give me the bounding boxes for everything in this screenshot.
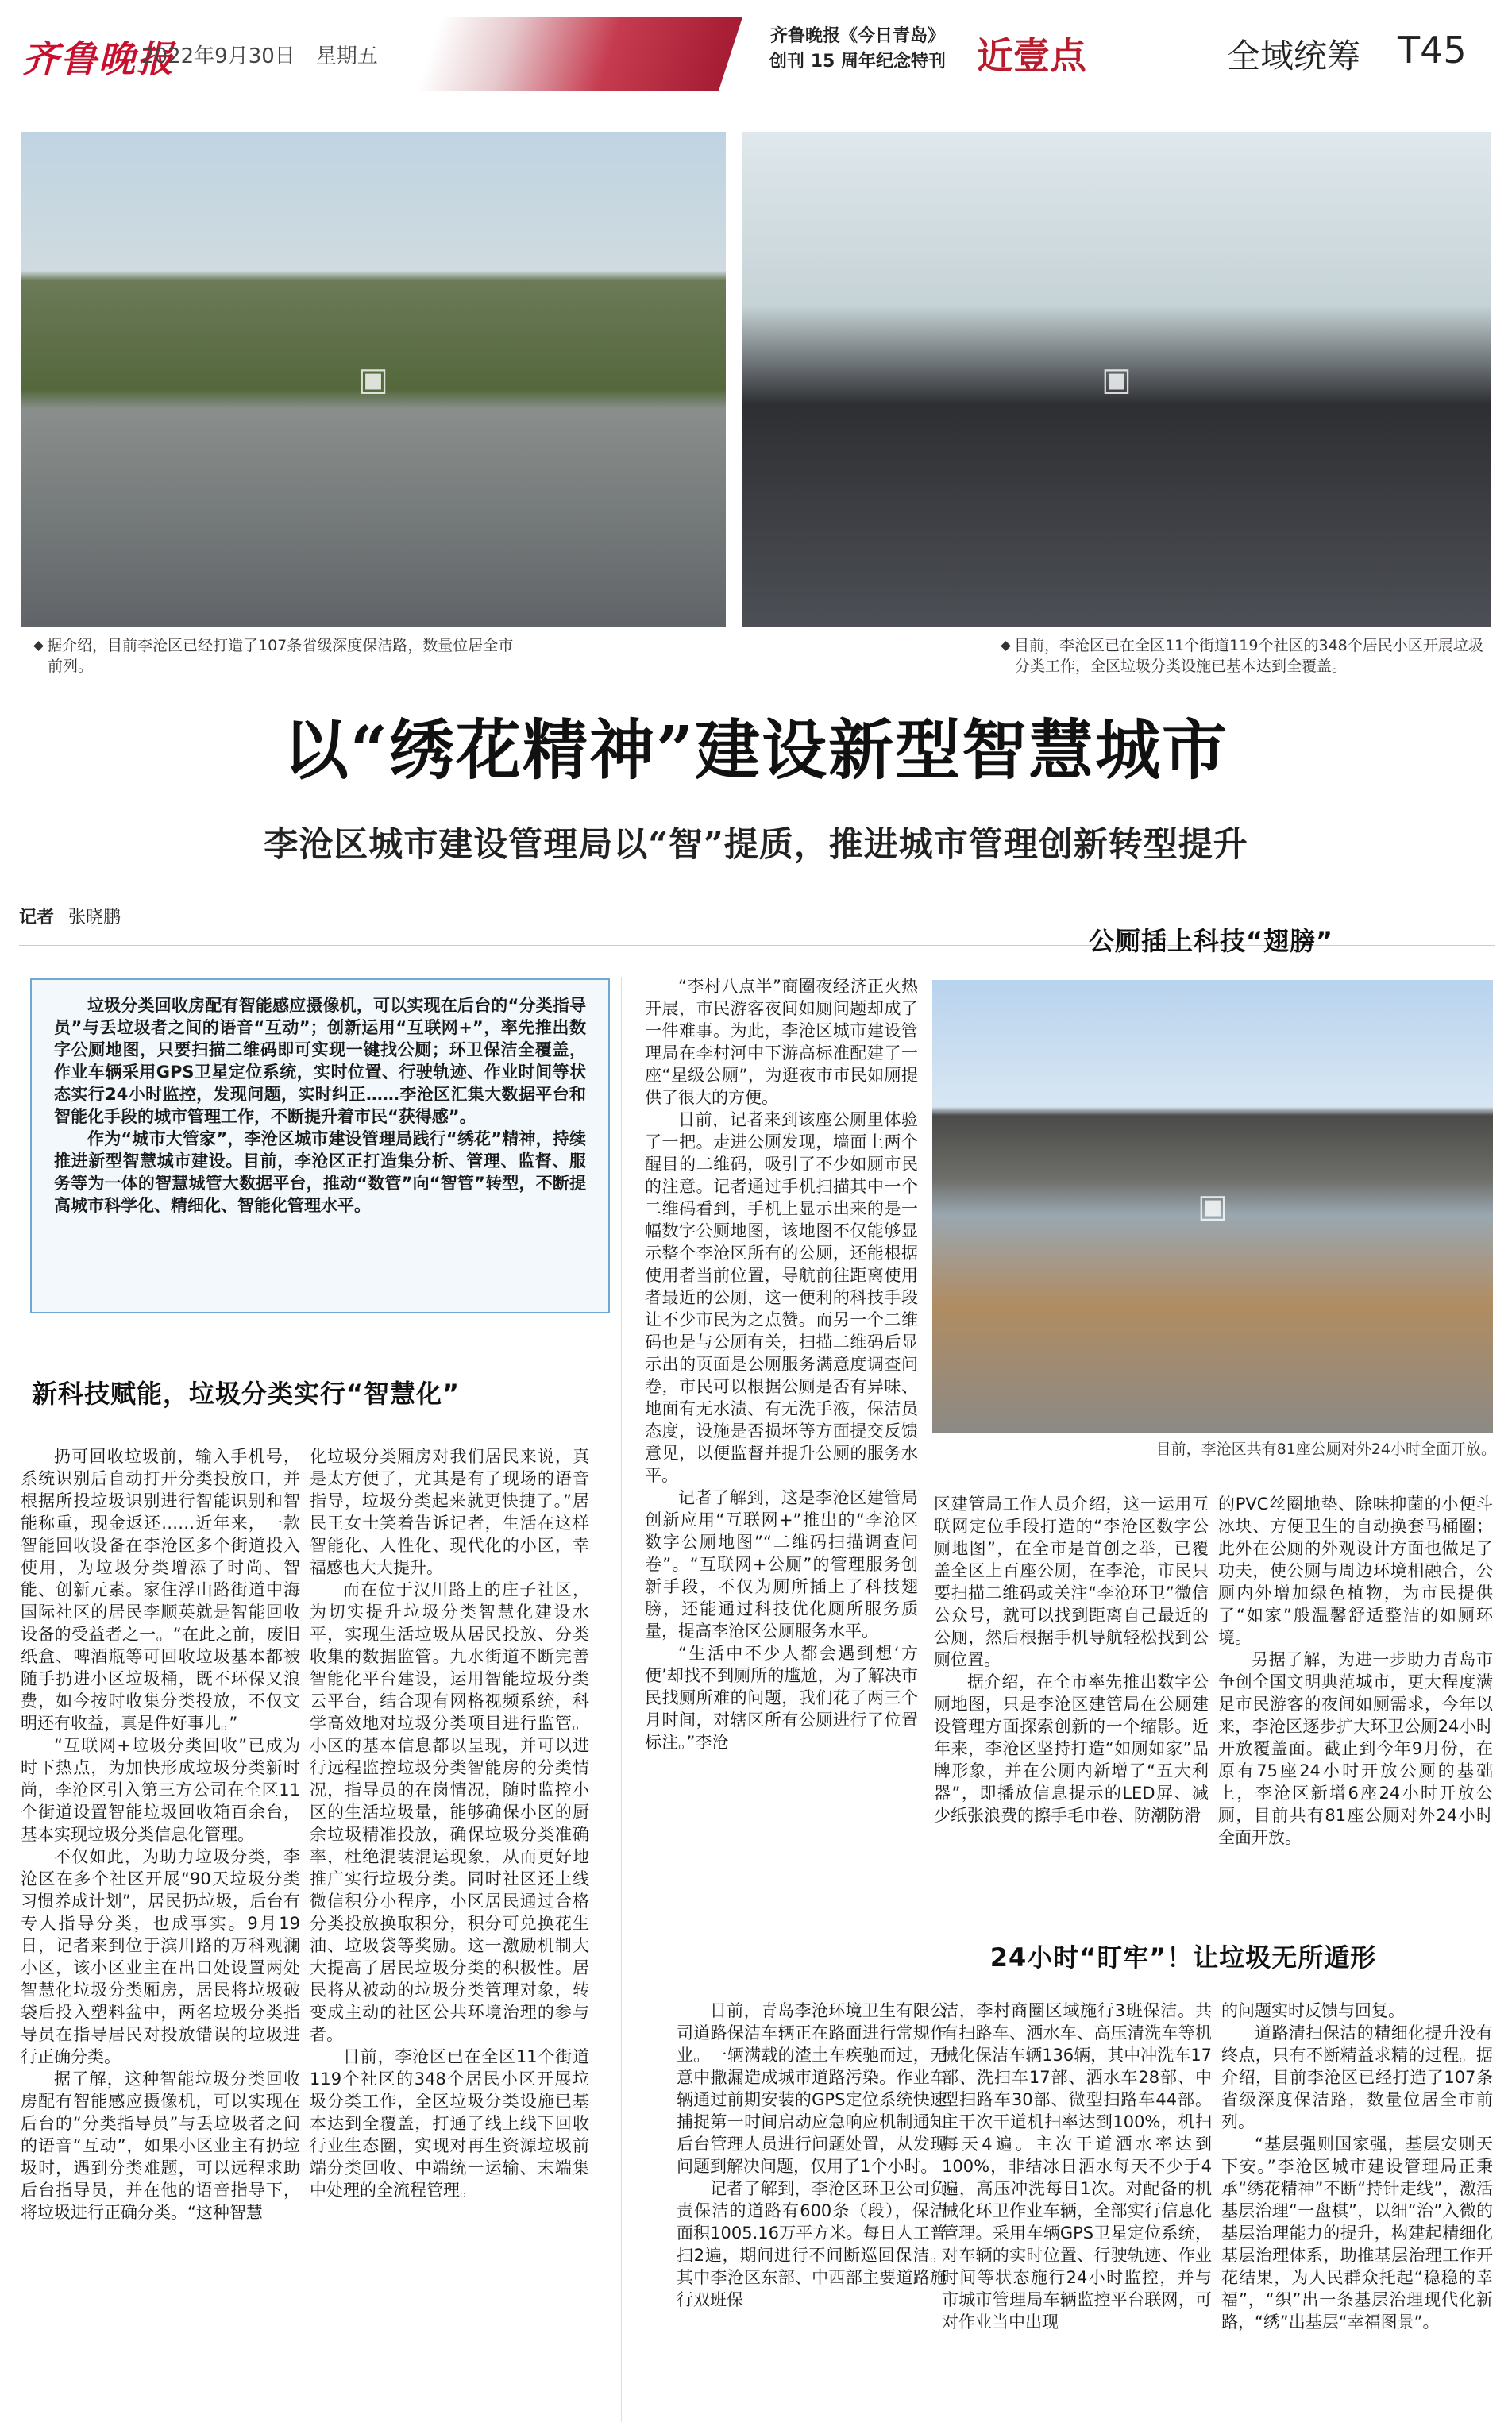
- lead-paragraph: 垃圾分类回收房配有智能感应摄像机，可以实现在后台的“分类指导员”与丢垃圾者之间的语音“互动”；创新运用“互联网+”，率先推出数字公厕地图，只要扫描二维码即可实现一键找公厕；环卫保洁全覆盖，作业车辆采用GPS卫星定位系统，实时位置、行驶轨迹、作业时间等状态实行24小时监控，发现问题，实时纠正……李沧区汇集大数据平台和智能化手段的城市管理工作，不断提升着市民“获得感”。: [54, 996, 586, 1126]
- article-subtitle: 李沧区城市建设管理局以“智”提质，推进城市管理创新转型提升: [264, 825, 1248, 865]
- paragraph: 洁，李村商圈区域施行3班保洁。共有扫路车、洒水车、高压清洗车等机械化保洁车辆136辆，其中冲洗车17部、洗扫车17部、洒水车28部、中型扫路车30部、微型扫路车44部。主干次干道机扫率达到100%，机扫每天4遍。主次干道洒水率达到100%，非结冰日洒水每天不少于4遍，高压冲洗每日1次。对配备的机械化环卫作业车辆，全部实行信息化管理。采用车辆GPS卫星定位系统，对车辆的实时位置、行驶轨迹、作业时间等状态施行24小时监控，并与市城市管理局车辆监控平台联网，可对作业当中出现: [942, 2001, 1212, 2332]
- newspaper-logo: 齐鲁晚报: [22, 37, 175, 80]
- paragraph: 记者了解到，李沧区环卫公司负责保洁的道路有600条（段），保洁面积1005.16万平方米。每日人工普扫2遍，期间进行不间断巡回保洁。其中李沧区东部、中西部主要道路施行双班保: [677, 2179, 947, 2309]
- paragraph: 据了解，这种智能垃圾分类回收房配有智能感应摄像机，可以实现在后台的“分类指导员”与丢垃圾者之间的语音“互动”，如果小区业主有扔垃圾时，遇到分类难题，可以远程求助后台指导员，并在他的语音指导下，将垃圾进行正确分类。“这种智慧: [21, 2069, 300, 2222]
- paragraph: 而在位于汉川路上的庄子社区，为切实提升垃圾分类智慧化建设水平，实现生活垃圾从居民投放、分类收集的数据监管。九水街道不断完善智能化平台建设，运用智能垃圾分类云平台，结合现有网格视频系统，科学高效地对垃圾分类项目进行监管。小区的基本信息都以呈现，并可以进行远程监控垃圾分类智能房的分类情况，指导员的在岗情况，随时监控小区的生活垃圾量，能够确保小区的厨余垃圾精准投放，确保垃圾分类准确率，杜绝混装混运现象，从而更好地推广实行垃圾分类。同时社区还上线微信积分小程序，小区居民通过合格分类投放换取积分，积分可兑换花生油、垃圾袋等奖励。这一激励机制大大提高了居民垃圾分类的积极性。居民将从被动的垃圾分类管理对象，转变成主动的社区公共环境治理的参与者。: [310, 1580, 589, 2044]
- lead-paragraph: 作为“城市大管家”，李沧区城市建设管理局践行“绣花”精神，持续推进新型智慧城市建设。目前，李沧区正打造集分析、管理、监督、服务等为一体的智慧城管大数据平台，推动“数管”向“智管”转型，不断提高城市科学化、精细化、智能化管理水平。: [54, 1129, 586, 1215]
- paragraph: “生活中不少人都会遇到想‘方便’却找不到厕所的尴尬，为了解决市民找厕所难的问题，我们花了两三个月时间，对辖区所有公厕进行了位置标注。”李沧: [645, 1644, 918, 1752]
- subhead-24h-monitoring: 24小时“盯牢”！让垃圾无所遁形: [989, 1942, 1377, 1973]
- article-title: 以“绣花精神”建设新型智慧城市: [283, 712, 1229, 789]
- brand-mark: 近壹点: [977, 34, 1086, 77]
- photo-public-toilet: [931, 978, 1495, 1434]
- paragraph: 记者了解到，这是李沧区建管局创新应用“互联网+”推出的“李沧区数字公厕地图”“二维码扫描调查问卷”。“互联网+公厕”的管理服务创新手段，不仅为厕所插上了科技翅膀，还能通过科技优化厕所服务质量，提高李沧区公厕服务水平。: [645, 1488, 918, 1641]
- lead-box: [30, 978, 610, 1313]
- paragraph: 另据了解，为进一步助力青岛市争创全国文明典范城市，更大程度满足市民游客的夜间如厕需求，今年以来，李沧区逐步扩大环卫公厕24小时开放覆盖面。截止到今年9月份，在原有75座24小时开放公厕的基础上，李沧区新增6座24小时开放公厕，目前共有81座公厕对外24小时全面开放。: [1218, 1650, 1493, 1847]
- decorative-stripe: [417, 17, 742, 91]
- paragraph: 的问题实时反馈与回复。: [1221, 2001, 1405, 2020]
- subhead-public-toilets: 公厕插上科技“翅膀”: [1088, 926, 1334, 956]
- photo3-caption: 目前，李沧区共有81座公厕对外24小时全面开放。: [1155, 1441, 1496, 1458]
- photo2-caption: 目前，李沧区已在全区11个街道119个社区的348个居民小区开展垃圾分类工作，全区垃圾分类设施已基本达到全覆盖。: [1015, 635, 1495, 677]
- special-line-2: 创刊 15 周年纪念特刊: [770, 52, 946, 71]
- paragraph: 目前，青岛李沧环境卫生有限公司道路保洁车辆正在路面进行常规作业。一辆满载的渣土车疾驰而过，无意中撒漏造成城市道路污染。作业车辆通过前期安装的GPS定位系统快速捕捉第一时间启动应急响应机制通知后台管理人员进行问题处置，从发现问题到解决问题，仅用了1个小时。: [677, 2001, 947, 2176]
- photo-street-cleaning: [19, 130, 727, 629]
- byline: [19, 904, 121, 928]
- byline-name: 张晓鹏: [68, 908, 122, 928]
- issue-date: 2022年9月30日 星期五: [141, 44, 378, 68]
- column-1: [21, 1445, 300, 2224]
- column-4: [934, 1493, 1209, 1826]
- column-3: [645, 975, 918, 1753]
- image-icon: ▣: [358, 361, 388, 398]
- column-5: [1218, 1493, 1493, 1849]
- section-name: 全域统筹: [1227, 37, 1361, 75]
- paragraph: 道路清扫保洁的精细化提升没有终点，只有不断精益求精的过程。据介绍，目前李沧区已经打造了107条省级深度保洁路，数量位居全市前列。: [1221, 2023, 1493, 2131]
- paragraph: 不仅如此，为助力垃圾分类，李沧区在多个社区开展“90天垃圾分类习惯养成计划”，居民扔垃圾，后台有专人指导分类，也成事实。9月19日，记者来到位于滨川路的万科观澜小区，该小区业主在出口处设置两处智慧化垃圾分类厢房，居民将垃圾破袋后投入塑料盆中，两名垃圾分类指导员在指导居民对投放错误的垃圾进行正确分类。: [21, 1847, 300, 2066]
- special-line-1: 齐鲁晚报《今日青岛》: [770, 26, 945, 46]
- paragraph: 化垃圾分类厢房对我们居民来说，真是太方便了，尤其是有了现场的语音指导，垃圾分类起来就更快捷了。”居民王女士笑着告诉记者，生活在这样智能化、人性化、现代化的小区，幸福感也大大提升。: [310, 1447, 589, 1577]
- byline-label: 记者: [19, 908, 55, 928]
- page-number: T45: [1398, 29, 1467, 71]
- subhead-garbage-sorting: 新科技赋能，垃圾分类实行“智慧化”: [32, 1379, 461, 1409]
- column-2: [310, 1445, 589, 2201]
- image-icon: ▣: [1101, 361, 1132, 398]
- column-7: [942, 2000, 1212, 2333]
- column-8: [1221, 2000, 1493, 2333]
- paragraph: 区建管局工作人员介绍，这一运用互联网定位手段打造的“李沧区数字公厕地图”，在全市是首创之举，已覆盖全区上百座公厕，在李沧，市民只要扫描二维码或关注“李沧环卫”微信公众号，就可以找到距离自己最近的公厕，然后根据手机导航轻松找到公厕位置。: [934, 1495, 1209, 1669]
- photo1-caption: 据介绍，目前李沧区已经打造了107条省级深度保洁路，数量位居全市前列。: [48, 635, 524, 677]
- special-issue-label: [739, 24, 977, 75]
- paragraph: “李村八点半”商圈夜经济正火热开展，市民游客夜间如厕问题却成了一件难事。为此，李沧区城市建设管理局在李村河中下游高标准配建了一座“星级公厕”，为逛夜市市民如厕提供了很大的方便。: [645, 977, 918, 1107]
- paragraph: “互联网+垃圾分类回收”已成为时下热点，为加快形成垃圾分类新时尚，李沧区引入第三方公司在全区11个街道设置智能垃圾回收箱百余台，基本实现垃圾分类信息化管理。: [21, 1736, 300, 1844]
- photo-garbage-sorting: [740, 130, 1493, 629]
- paragraph: 据介绍，在全市率先推出数字公厕地图，只是李沧区建管局在公厕建设管理方面探索创新的一个缩影。近年来，李沧区坚持打造“如厕如家”品牌形象，并在公厕内新增了“五大利器”，即播放信息提示的LED屏、减少纸张浪费的擦手毛巾卷、防潮防滑: [934, 1672, 1209, 1825]
- image-icon: ▣: [1198, 1188, 1228, 1225]
- paragraph: 目前，记者来到该座公厕里体验了一把。走进公厕发现，墙面上两个醒目的二维码，吸引了不少如厕市民的注意。记者通过手机扫描其中一个二维码看到，手机上显示出来的是一幅数字公厕地图，该地图不仅能够显示整个李沧区所有的公厕，还能根据使用者当前位置，导航前往距离使用者最近的公厕，这一便利的科技手段让不少市民为之点赞。而另一个二维码也是与公厕有关，扫描二维码后显示出的页面是公厕服务满意度调查问卷，市民可以根据公厕是否有异味、地面有无水渍、有无洗手液，保洁员态度，设施是否损坏等方面提交反馈意见，以便监督并提升公厕的服务水平。: [645, 1110, 918, 1485]
- paragraph: 扔可回收垃圾前，输入手机号，系统识别后自动打开分类投放口，并根据所投垃圾识别进行智能识别和智能称重，现金返还……近年来，一款智能回收设备在李沧区多个街道投入使用，为垃圾分类增添了时尚、智能、创新元素。家住浮山路街道中海国际社区的居民李顺英就是智能回收设备的受益者之一。“在此之前，废旧纸盒、啤酒瓶等可回收垃圾基本都被随手扔进小区垃圾桶，既不环保又浪费，如今按时收集分类投放，不仅文明还有收益，真是件好事儿。”: [21, 1447, 300, 1733]
- column-6: [677, 2000, 947, 2311]
- paragraph: “基层强则国家强，基层安则天下安。”李沧区城市建设管理局正秉承“绣花精神”不断“持针走线”，激活基层治理“一盘棋”，以细“治”入微的基层治理能力的提升，构建起精细化基层治理体系，助推基层治理工作开花结果，为人民群众托起“稳稳的幸福”，“织”出一条基层治理现代化新路，“绣”出基层“幸福图景”。: [1221, 2135, 1493, 2332]
- page-header: [0, 0, 1512, 119]
- column-divider: [621, 977, 622, 2422]
- paragraph: 的PVC丝圈地垫、除味抑菌的小便斗冰块、方便卫生的自动换套马桶圈；此外在公厕的外观设计方面也做足了功夫，使公厕与周边环境相融合，公厕内外增加绿色植物，为市民提供了“如家”般温馨舒适整洁的如厕环境。: [1218, 1495, 1493, 1647]
- paragraph: 目前，李沧区已在全区11个街道119个社区的348个居民小区开展垃圾分类工作，全区垃圾分类设施已基本达到全覆盖，打通了线上线下回收行业生态圈，实现对再生资源垃圾前端分类回收、中端统一运输、末端集中处理的全流程管理。: [310, 2047, 589, 2200]
